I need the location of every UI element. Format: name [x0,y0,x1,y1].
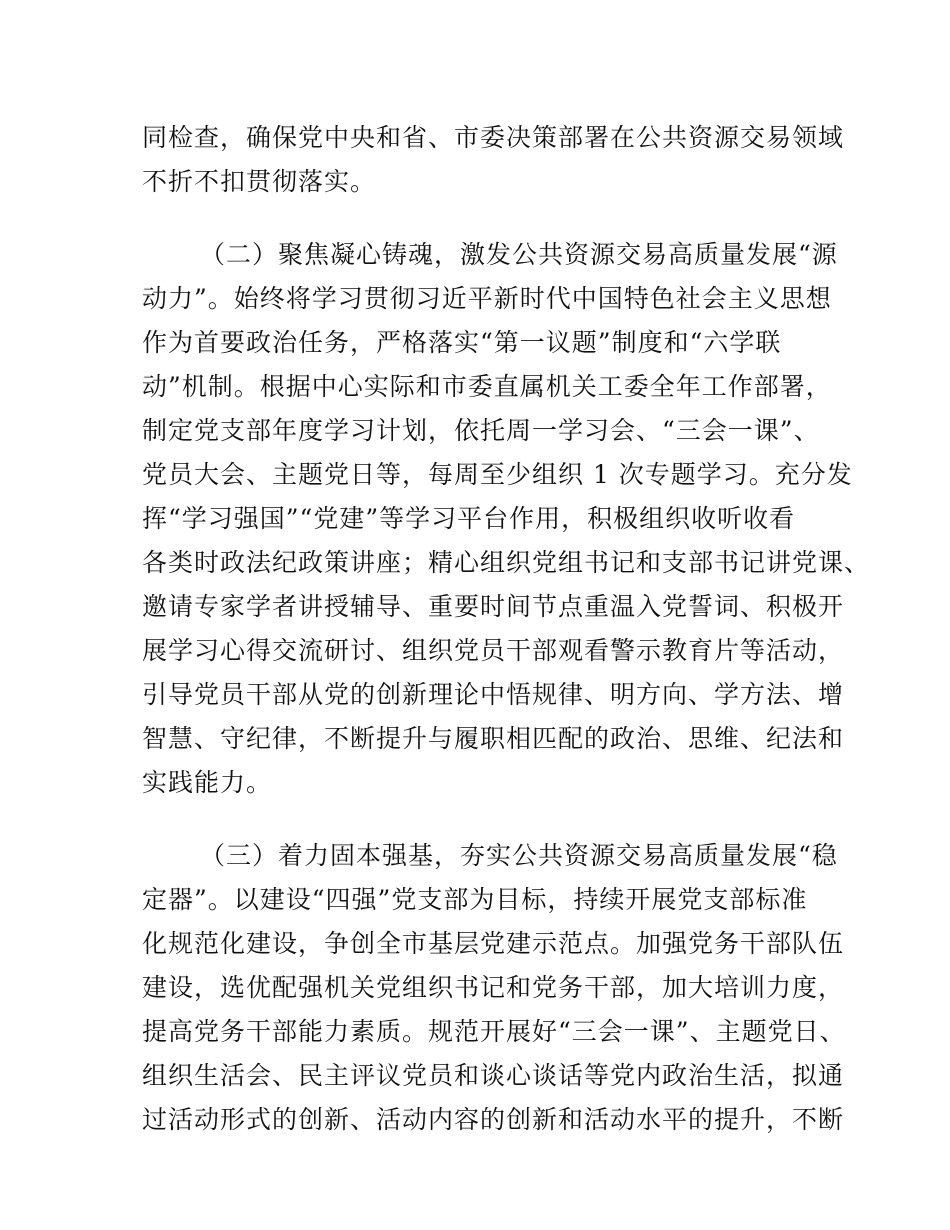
section-heading-line: （三）着力固本强基，夯实公共资源交易高质量发展“稳 [200,841,838,870]
paragraph-line: 化规范化建设，争创全市基层党建示范点。加强党务干部队伍 [142,929,845,958]
paragraph-line: 引导党员干部从党的创新理论中悟规律、明方向、学方法、增 [142,680,845,709]
paragraph-line: 制定党支部年度学习计划，依托周一学习会、“三会一课”、 [142,416,820,445]
paragraph-line: 动”机制。根据中心实际和市委直属机关工委全年工作部署， [142,372,832,401]
section-heading-line: （二）聚焦凝心铸魂，激发公共资源交易高质量发展“源 [200,240,838,269]
paragraph-line: 党员大会、主题党日等，每周至少组织 1 次专题学习。充分发 [142,460,853,489]
paragraph-line: 动力”。始终将学习贯彻习近平新时代中国特色社会主义思想 [142,284,832,313]
paragraph-line: 邀请专家学者讲授辅导、重要时间节点重温入党誓词、积极开 [142,592,845,621]
paragraph-line: 组织生活会、民主评议党员和谈心谈话等党内政治生活，拟通 [142,1061,845,1090]
paragraph-line: 提高党务干部能力素质。规范开展好“三会一课”、主题党日、 [142,1017,846,1046]
paragraph-line: 定器”。以建设“四强”党支部为目标，持续开展党支部标准 [142,885,808,914]
paragraph-line: 同检查，确保党中央和省、市委决策部署在公共资源交易领域 [142,123,845,152]
paragraph-line: 智慧、守纪律，不断提升与履职相匹配的政治、思维、纪法和 [142,724,845,753]
paragraph-line: 挥“学习强国”“党建”等学习平台作用，积极组织收听收看 [142,504,796,533]
paragraph-line: 实践能力。 [142,768,273,797]
paragraph-line: 不折不扣贯彻落实。 [142,167,377,196]
paragraph-line: 建设，选优配强机关党组织书记和党务干部，加大培训力度， [142,973,845,1002]
paragraph-line: 各类时政法纪政策讲座；精心组织党组书记和支部书记讲党课、 [142,548,871,577]
paragraph-line: 过活动形式的创新、活动内容的创新和活动水平的提升，不断 [142,1105,845,1134]
paragraph-line: 作为首要政治任务，严格落实“第一议题”制度和“六学联 [142,328,782,357]
paragraph-line: 展学习心得交流研讨、组织党员干部观看警示教育片等活动， [142,636,845,665]
